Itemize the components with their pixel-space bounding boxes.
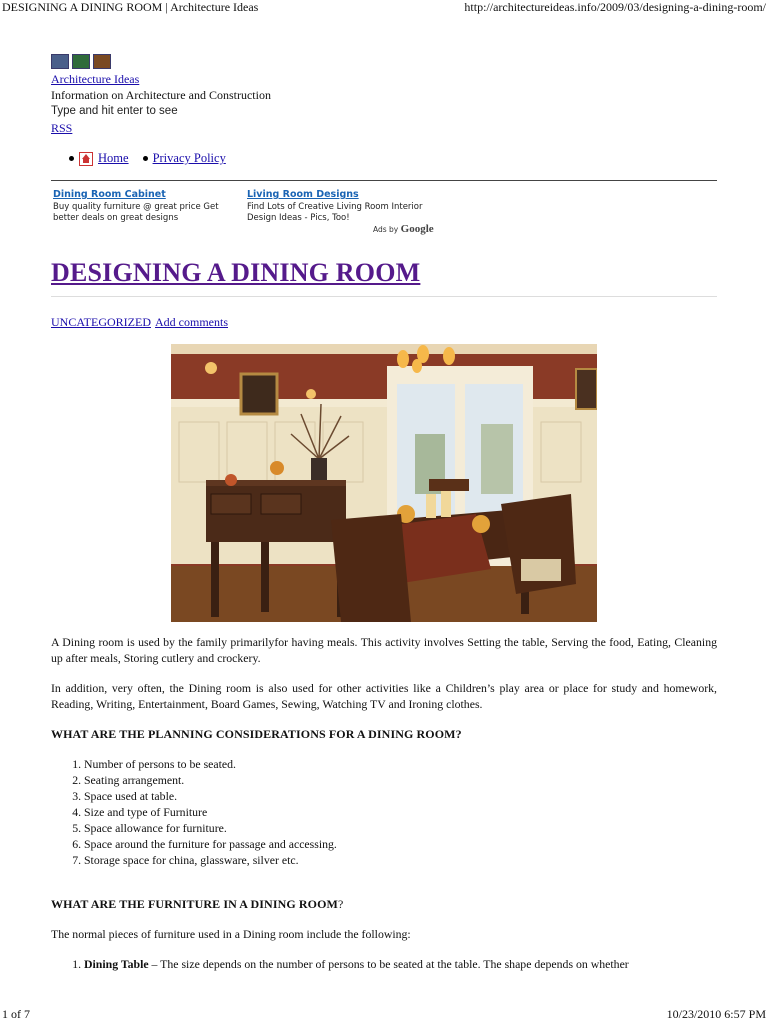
- ads-by-google[interactable]: [373, 223, 434, 235]
- furniture-list: [51, 956, 717, 972]
- furniture-name: Dining Table: [84, 957, 149, 971]
- theme-swatch-green[interactable]: [72, 54, 90, 69]
- main-nav: [69, 151, 226, 166]
- post-meta: [51, 315, 228, 330]
- nav-item-home[interactable]: [69, 151, 129, 166]
- heading-question-mark: ?: [337, 897, 344, 911]
- section-heading: WHAT ARE THE PLANNING CONSIDERATIONS FOR A DINING ROOM?: [51, 727, 462, 741]
- nav-privacy-link[interactable]: Privacy Policy: [152, 151, 226, 165]
- google-logo: Google: [400, 223, 434, 235]
- search-input[interactable]: Type and hit enter to see: [51, 105, 178, 117]
- theme-swatch-brown[interactable]: [93, 54, 111, 69]
- theme-swatches: [51, 54, 111, 69]
- nav-home-link[interactable]: Home: [98, 151, 129, 165]
- furniture-description: – The size depends on the number of persons to be seated at the table. The shape depends on whether: [148, 957, 629, 971]
- comments-link[interactable]: Add comments: [155, 315, 228, 329]
- body-paragraph: The normal pieces of furniture used in a Dining room include the following:: [51, 927, 411, 941]
- section-heading-text: WHAT ARE THE FURNITURE IN A DINING ROOM: [51, 897, 338, 911]
- site-tagline: Information on Architecture and Construction: [51, 88, 271, 102]
- theme-swatch-blue[interactable]: [51, 54, 69, 69]
- bullet-icon: [69, 156, 74, 161]
- section-heading: [51, 896, 717, 912]
- list-item: 6. Space around the furniture for passage and accessing.: [84, 836, 717, 852]
- considerations-list: [51, 756, 717, 868]
- page-title: DESIGNING A DINING ROOM | Architecture Ideas: [2, 0, 259, 14]
- title-divider: [51, 296, 717, 297]
- home-icon[interactable]: [79, 152, 93, 166]
- dining-room-image: [171, 344, 597, 622]
- list-item: 2. Seating arrangement.: [84, 772, 717, 788]
- ads-by-label: Ads by: [373, 225, 399, 234]
- print-header: [0, 0, 768, 16]
- ad-title[interactable]: Dining Room Cabinet: [53, 189, 166, 200]
- dining-room-photo: [171, 344, 597, 622]
- post-body: [51, 634, 717, 972]
- list-item: [84, 956, 717, 972]
- print-datetime: 10/23/2010 6:57 PM: [666, 1007, 766, 1021]
- page-counter: 1 of 7: [2, 1007, 30, 1021]
- list-item: 4. Size and type of Furniture: [84, 804, 717, 820]
- category-link[interactable]: UNCATEGORIZED: [51, 315, 151, 329]
- body-paragraph: In addition, very often, the Dining room is also used for other activities like a Children’s play area or place for study and homework, Reading, Writing, Entertainment, Board Games, Sewing, Watching TV and Ironing clothes.: [51, 681, 717, 711]
- post-title-link[interactable]: DESIGNING A DINING ROOM: [51, 258, 421, 287]
- list-item: 5. Space allowance for furniture.: [84, 820, 717, 836]
- list-item: 3. Space used at table.: [84, 788, 717, 804]
- list-item: 7. Storage space for china, glassware, silver etc.: [84, 852, 717, 868]
- ad-title[interactable]: Living Room Designs: [247, 189, 359, 200]
- ad-description: Find Lots of Creative Living Room Interior Design Ideas - Pics, Too!: [247, 202, 423, 223]
- bullet-icon: [143, 156, 148, 161]
- site-title-link[interactable]: Architecture Ideas: [51, 72, 140, 86]
- nav-divider: [51, 180, 717, 181]
- ad-item[interactable]: [247, 189, 437, 224]
- ad-description: Buy quality furniture @ great price Get better deals on great designs: [53, 202, 219, 223]
- rss-link[interactable]: RSS: [51, 121, 73, 135]
- nav-item-privacy[interactable]: [143, 151, 226, 166]
- page-url[interactable]: http://architectureideas.info/2009/03/designing-a-dining-room/: [464, 0, 766, 14]
- body-paragraph: A Dining room is used by the family primarilyfor having meals. This activity involves Setting the table, Serving the food, Eating, Cleaning up after meals, Storing cutlery and crockery.: [51, 635, 717, 665]
- ad-item[interactable]: [53, 189, 243, 224]
- list-item: 1. Number of persons to be seated.: [84, 756, 717, 772]
- print-footer: [0, 1007, 768, 1023]
